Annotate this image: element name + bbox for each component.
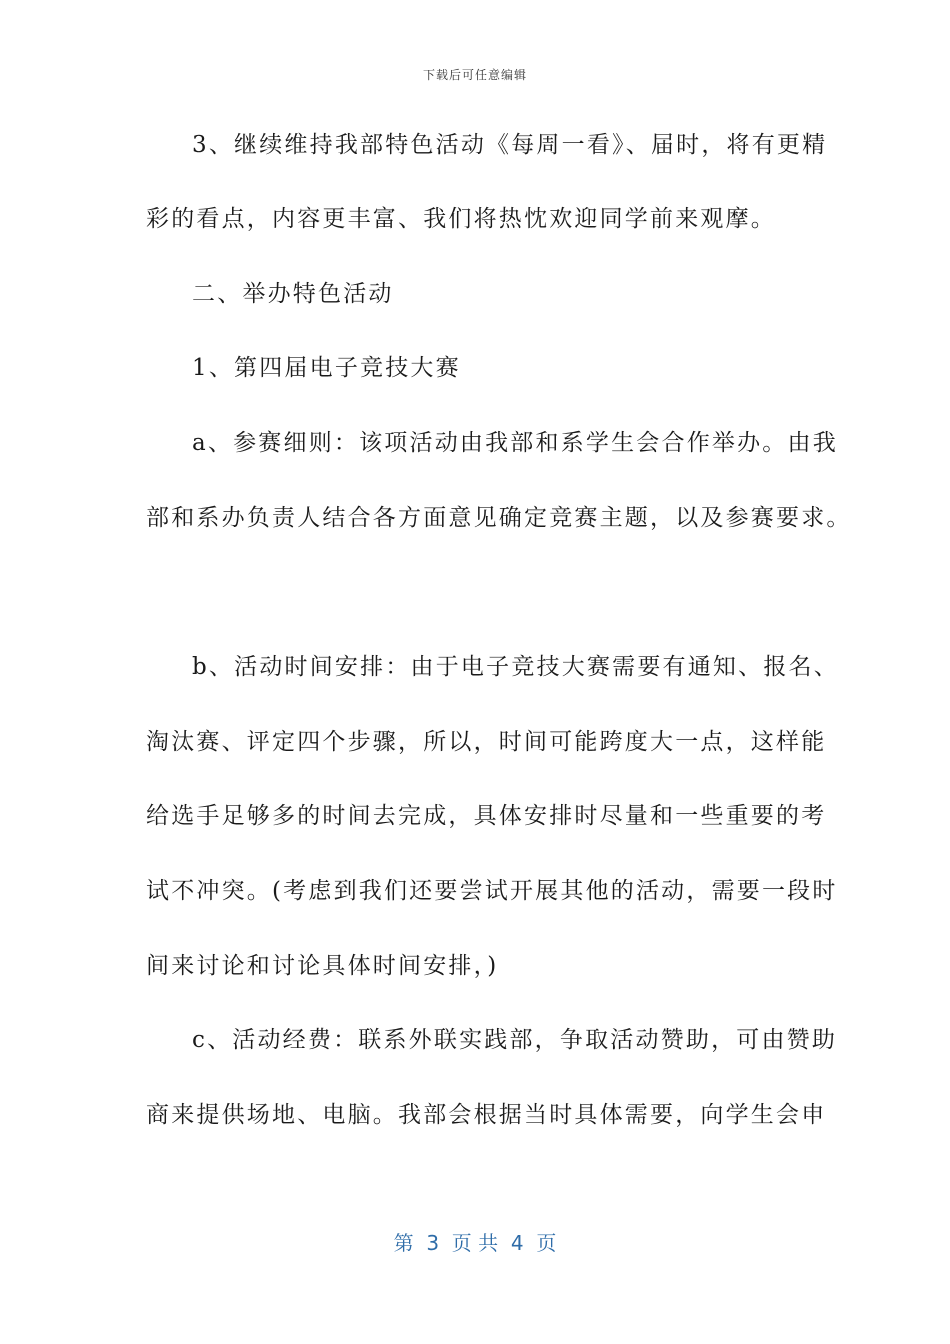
paragraph-line: 部和系办负责人结合各方面意见确定竞赛主题，以及参赛要求。 (146, 505, 852, 531)
paragraph-line: c、活动经费：联系外联实践部，争取活动赞助，可由赞助 (192, 1027, 838, 1053)
paragraph-line: 淘汰赛、评定四个步骤，所以，时间可能跨度大一点，这样能 (146, 729, 827, 755)
subsection-heading: 1、第四届电子竞技大赛 (192, 355, 461, 381)
paragraph-line: 3、继续维持我部特色活动《每周一看》、届时，将有更精 (192, 132, 828, 158)
paragraph-line: 间来讨论和讨论具体时间安排，) (146, 953, 499, 979)
paragraph-line: b、活动时间安排：由于电子竞技大赛需要有通知、报名、 (192, 654, 839, 680)
page-header: 下载后可任意编辑 (422, 68, 527, 82)
paragraph-line: 试不冲突。(考虑到我们还要尝试开展其他的活动，需要一段时 (146, 878, 838, 904)
paragraph-line: a、参赛细则：该项活动由我部和系学生会合作举办。由我 (192, 430, 838, 456)
paragraph-line: 彩的看点，内容更丰富、我们将热忱欢迎同学前来观摩。 (146, 206, 776, 232)
section-heading: 二、举办特色活动 (192, 281, 394, 307)
page-number-footer: 第 3 页 共 4 页 (393, 1231, 557, 1255)
paragraph-line: 给选手足够多的时间去完成，具体安排时尽量和一些重要的考 (146, 803, 827, 829)
paragraph-line: 商来提供场地、电脑。我部会根据当时具体需要，向学生会申 (146, 1102, 827, 1128)
